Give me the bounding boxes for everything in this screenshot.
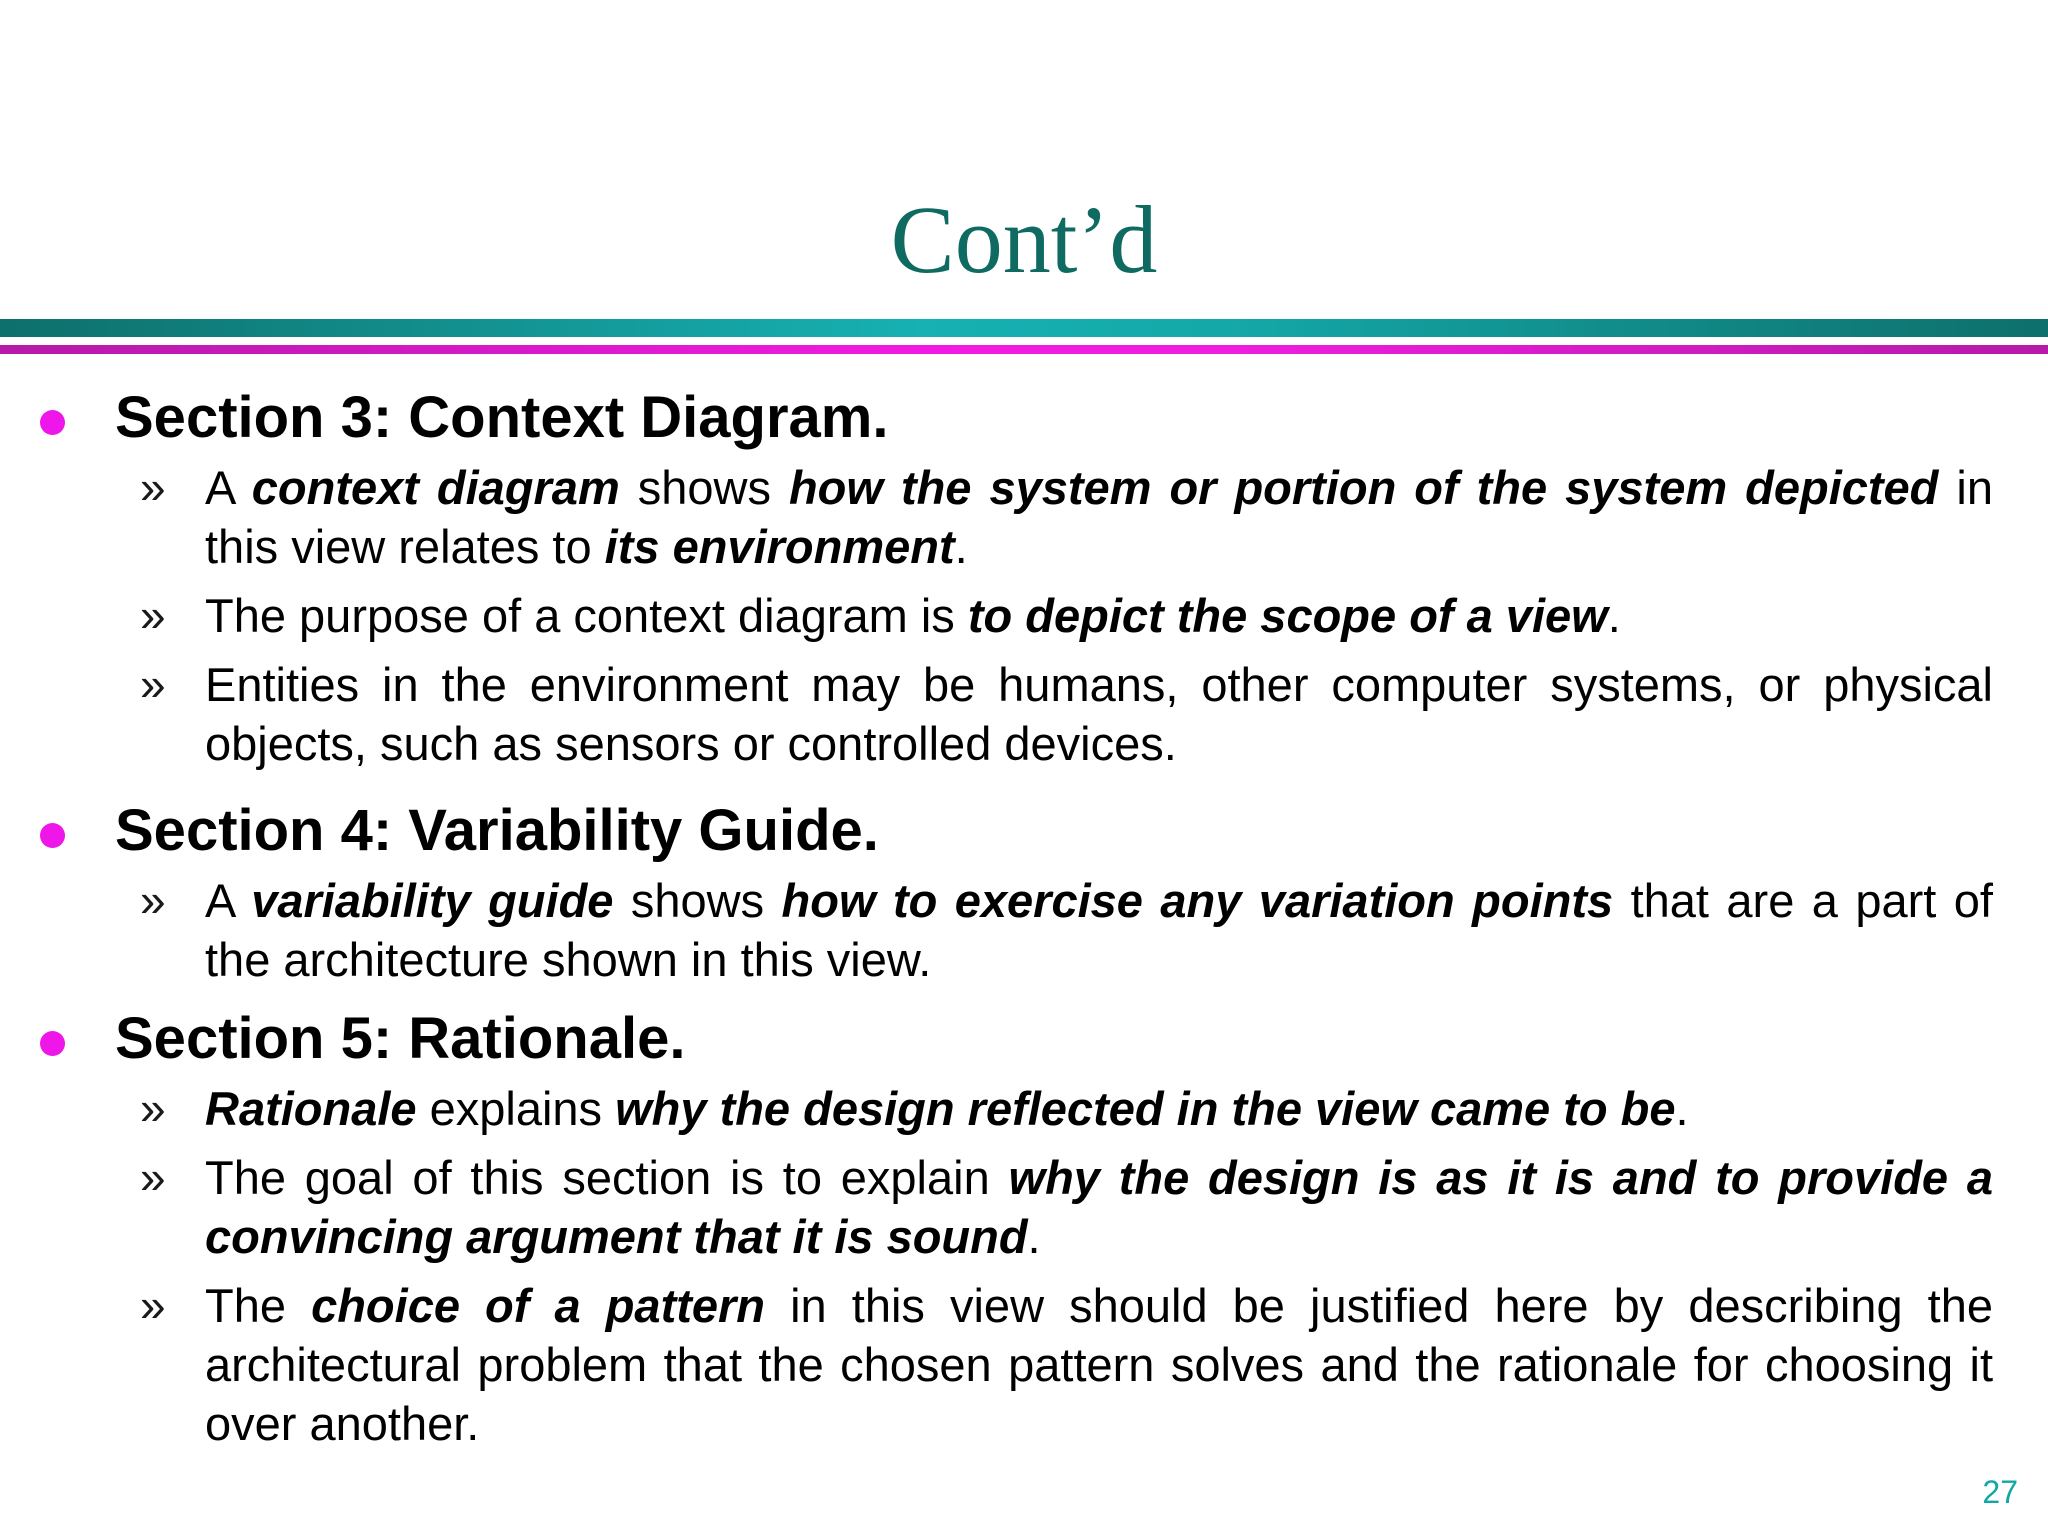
chevron-bullet-icon: » (140, 461, 166, 513)
emphasis-text: how the system or portion of the system depicted (788, 461, 1939, 514)
body-text: A (205, 874, 252, 927)
body-text: . (954, 520, 968, 573)
body-text: . (1027, 1210, 1041, 1263)
emphasis-text: why the design is as it is and to provide a convincing argument that it is sound (205, 1151, 1993, 1263)
body-text: . (1675, 1082, 1689, 1135)
body-text: in this view should be justified here by describing the architectural problem that the chosen pattern solves and the rationale for choosing it over another. (205, 1279, 1993, 1450)
sub-bullet-text (205, 586, 1993, 645)
body-text: A (205, 461, 252, 514)
sub-bullet-text (205, 1148, 1993, 1266)
emphasis-text: its environment (604, 520, 955, 573)
chevron-bullet-icon: » (140, 1279, 166, 1331)
body-text: explains (416, 1082, 616, 1135)
chevron-bullet-icon: » (140, 658, 166, 710)
sub-bullet-item (0, 655, 2048, 773)
chevron-bullet-icon: » (140, 589, 166, 641)
slide-title: Cont’d (890, 186, 1158, 293)
page-number: 27 (1982, 1474, 2018, 1510)
slide-content (0, 378, 2048, 1463)
bullet-dot-icon (40, 410, 65, 435)
sub-bullet-item (0, 1148, 2048, 1266)
body-text: The goal of this section is to explain (205, 1151, 1009, 1204)
sub-bullet-text (205, 1276, 1993, 1453)
body-text: shows (613, 874, 782, 927)
chevron-bullet-icon: » (140, 1082, 166, 1134)
section-heading (0, 999, 2048, 1079)
body-text: that are a part of the architecture shown in this view. (205, 874, 1993, 986)
body-text: in this view relates to (205, 461, 1993, 573)
sub-bullet-text (205, 458, 1993, 576)
body-text: Entities in the environment may be humans, other computer systems, or physical objects, such as sensors or controlled devices. (205, 658, 1993, 770)
emphasis-text: why the design reflected in the view came to be (615, 1082, 1676, 1135)
sub-bullet-text (205, 871, 1993, 989)
section-title: Section 3: Context Diagram. (115, 385, 889, 450)
sub-bullet-text (205, 1079, 1993, 1138)
sub-bullet-text (205, 655, 1993, 773)
section-heading (0, 378, 2048, 458)
emphasis-text: context diagram (251, 461, 620, 514)
emphasis-text: Rationale (205, 1082, 417, 1135)
body-text: . (1607, 589, 1621, 642)
section-spacer (0, 783, 2048, 791)
chevron-bullet-icon: » (140, 874, 166, 926)
emphasis-text: how to exercise any variation points (781, 874, 1614, 927)
emphasis-text: choice of a pattern (311, 1279, 766, 1332)
section-5 (0, 999, 2048, 1453)
emphasis-text: variability guide (251, 874, 614, 927)
sub-bullet-item (0, 586, 2048, 645)
title-rule-teal (0, 319, 2048, 337)
bullet-dot-icon (40, 1031, 65, 1056)
sub-bullet-item (0, 1276, 2048, 1453)
section-title: Section 4: Variability Guide. (115, 798, 879, 863)
body-text: shows (619, 461, 789, 514)
section-4 (0, 791, 2048, 989)
section-heading (0, 791, 2048, 871)
chevron-bullet-icon: » (140, 1151, 166, 1203)
title-rule-magenta (0, 345, 2048, 354)
section-3 (0, 378, 2048, 791)
sub-bullet-item (0, 871, 2048, 989)
body-text: The (205, 1279, 312, 1332)
sub-bullet-item (0, 1079, 2048, 1138)
sub-bullet-item (0, 458, 2048, 576)
emphasis-text: to depict the scope of a view (967, 589, 1608, 642)
section-title: Section 5: Rationale. (115, 1006, 686, 1071)
bullet-dot-icon (40, 823, 65, 848)
body-text: The purpose of a context diagram is (205, 589, 968, 642)
